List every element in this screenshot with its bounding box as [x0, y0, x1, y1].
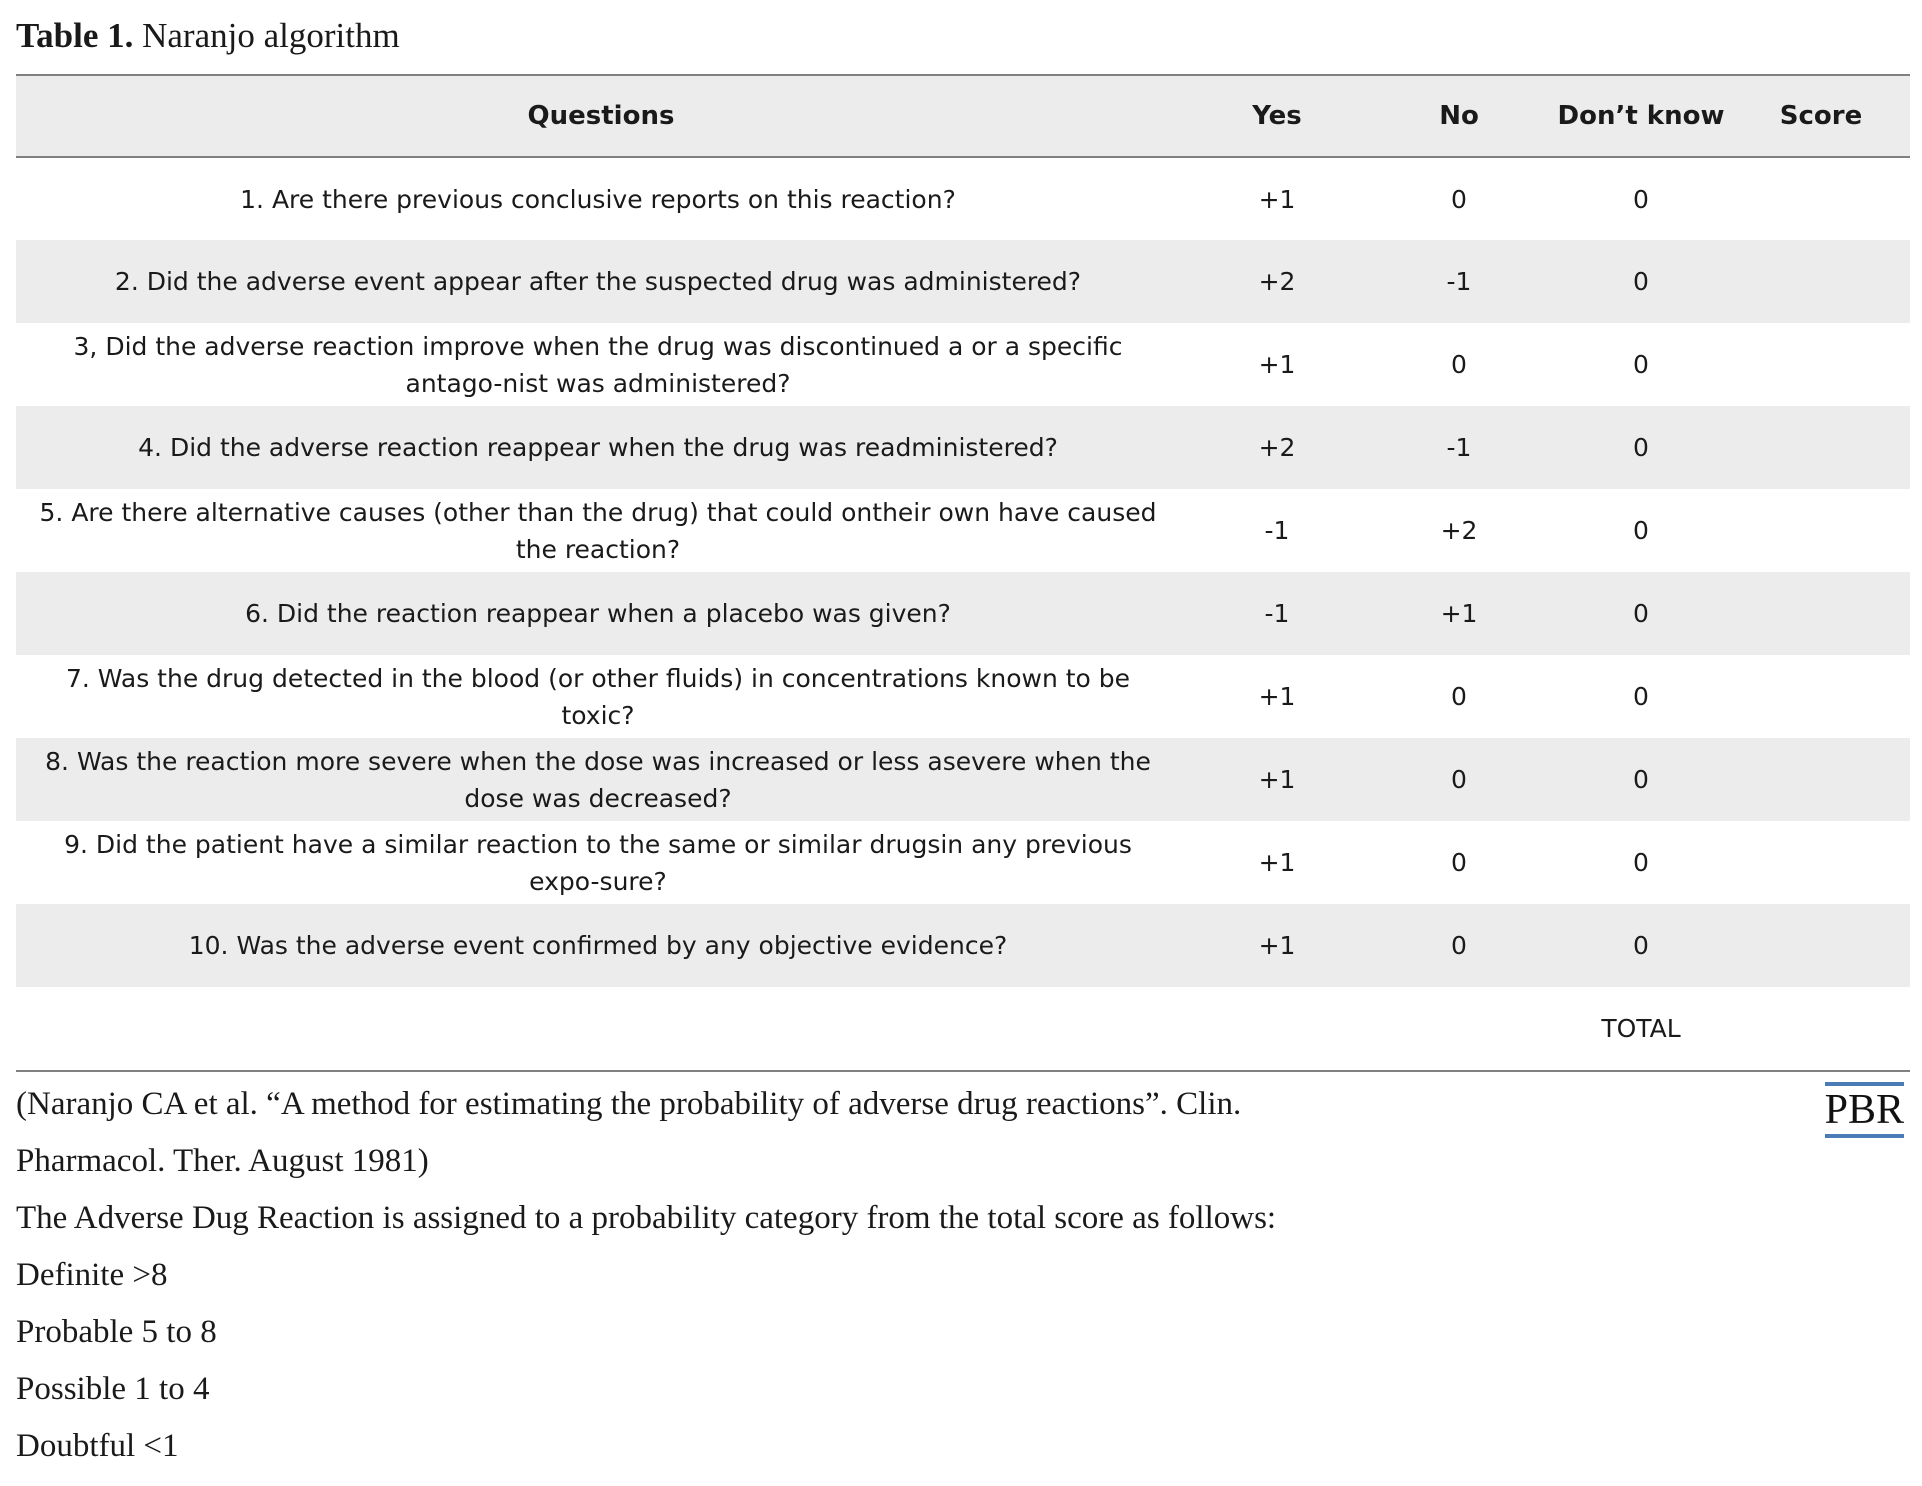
- table-row: [16, 738, 1910, 821]
- question-cell: 4. Did the adverse reaction reappear when the drug was readministered?: [138, 433, 1058, 462]
- reference-line-1: (Naranjo CA et al. “A method for estimating the probability of adverse drug reactions”. Clin.: [16, 1086, 1242, 1122]
- no-cell: 0: [1451, 931, 1467, 960]
- score-cell: [1732, 489, 1910, 572]
- question-cell: 2. Did the adverse event appear after the suspected drug was administered?: [114, 267, 1082, 296]
- header-dont-know: Don’t know: [1550, 76, 1732, 157]
- category-possible: Possible 1 to 4: [16, 1371, 210, 1407]
- no-cell: 0: [1451, 848, 1467, 877]
- naranjo-table-wrapper: [16, 74, 1910, 1072]
- dont-know-cell: 0: [1633, 350, 1649, 379]
- table-row: [16, 406, 1910, 489]
- total-empty-cell: [1368, 987, 1550, 1070]
- no-cell: 0: [1451, 350, 1467, 379]
- question-cell: 7. Was the drug detected in the blood (or other fluids) in concentrations known to be toxic?: [65, 663, 1131, 730]
- question-cell: 1. Are there previous conclusive reports on this reaction?: [240, 184, 956, 214]
- question-cell: 9. Did the patient have a similar reaction to the same or similar drugsin any previous expo-sure?: [64, 829, 1132, 896]
- total-score-cell: [1732, 987, 1910, 1070]
- no-cell: +1: [1440, 599, 1478, 628]
- header-no: No: [1368, 76, 1550, 157]
- table-row: [16, 489, 1910, 572]
- score-cell: [1732, 655, 1910, 738]
- score-cell: [1732, 157, 1910, 240]
- yes-cell: +2: [1258, 433, 1296, 462]
- no-cell: -1: [1446, 433, 1472, 462]
- yes-cell: +1: [1258, 682, 1296, 711]
- no-cell: 0: [1451, 682, 1467, 711]
- category-definite: Definite >8: [16, 1257, 168, 1293]
- document-page: [16, 0, 1910, 1475]
- reference-line-2: Pharmacol. Ther. August 1981): [16, 1143, 429, 1179]
- score-cell: [1732, 821, 1910, 904]
- dont-know-cell: 0: [1633, 516, 1649, 545]
- header-yes: Yes: [1186, 76, 1368, 157]
- table-caption: [16, 14, 1910, 62]
- total-label: TOTAL: [1601, 1014, 1681, 1043]
- yes-cell: +1: [1258, 848, 1296, 877]
- naranjo-table: [16, 76, 1910, 1070]
- yes-cell: +2: [1258, 267, 1296, 296]
- reference-block: [16, 1076, 1816, 1475]
- score-cell: [1732, 904, 1910, 987]
- pbr-logo: PBR: [1825, 1082, 1904, 1138]
- category-probable: Probable 5 to 8: [16, 1314, 217, 1350]
- yes-cell: -1: [1264, 599, 1290, 628]
- dont-know-cell: 0: [1633, 848, 1649, 877]
- no-cell: -1: [1446, 267, 1472, 296]
- table-row: [16, 904, 1910, 987]
- categories-intro: The Adverse Dug Reaction is assigned to a probability category from the total score as follows:: [16, 1200, 1277, 1236]
- dont-know-cell: 0: [1633, 765, 1649, 794]
- question-cell: 5. Are there alternative causes (other than the drug) that could ontheir own have caused the reaction?: [39, 497, 1157, 564]
- no-cell: 0: [1451, 765, 1467, 794]
- score-cell: [1732, 323, 1910, 406]
- dont-know-cell: 0: [1633, 599, 1649, 628]
- yes-cell: +1: [1258, 350, 1296, 379]
- question-cell: 6. Did the reaction reappear when a placebo was given?: [245, 599, 951, 628]
- dont-know-cell: 0: [1633, 682, 1649, 711]
- table-caption-label: Table 1.: [16, 16, 134, 55]
- table-row: [16, 323, 1910, 406]
- dont-know-cell: 0: [1633, 184, 1649, 214]
- table-header-row: [16, 76, 1910, 157]
- question-cell: 10. Was the adverse event confirmed by any objective evidence?: [188, 931, 1008, 960]
- question-cell: 8. Was the reaction more severe when the dose was increased or less asevere when the dose was decreased?: [45, 746, 1151, 813]
- yes-cell: +1: [1258, 765, 1296, 794]
- dont-know-cell: 0: [1633, 433, 1649, 462]
- yes-cell: -1: [1264, 516, 1290, 545]
- header-questions: Questions: [16, 76, 1186, 157]
- yes-cell: +1: [1258, 931, 1296, 960]
- category-doubtful: Doubtful <1: [16, 1428, 179, 1464]
- table-row: [16, 655, 1910, 738]
- table-caption-title: Naranjo algorithm: [133, 16, 400, 55]
- table-row: [16, 240, 1910, 323]
- no-cell: 0: [1451, 184, 1467, 214]
- table-row: [16, 157, 1910, 240]
- table-row: [16, 572, 1910, 655]
- score-cell: [1732, 738, 1910, 821]
- question-cell: 3, Did the adverse reaction improve when the drug was discontinued a or a specific antago-nist was administered?: [73, 331, 1123, 398]
- score-cell: [1732, 406, 1910, 489]
- score-cell: [1732, 572, 1910, 655]
- dont-know-cell: 0: [1633, 931, 1649, 960]
- yes-cell: +1: [1258, 184, 1296, 214]
- total-empty-cell: [1186, 987, 1368, 1070]
- table-total-row: [16, 987, 1910, 1070]
- dont-know-cell: 0: [1633, 267, 1649, 296]
- header-score: Score: [1732, 76, 1910, 157]
- score-cell: [1732, 240, 1910, 323]
- table-row: [16, 821, 1910, 904]
- total-empty-cell: [16, 987, 1186, 1070]
- no-cell: +2: [1440, 516, 1478, 545]
